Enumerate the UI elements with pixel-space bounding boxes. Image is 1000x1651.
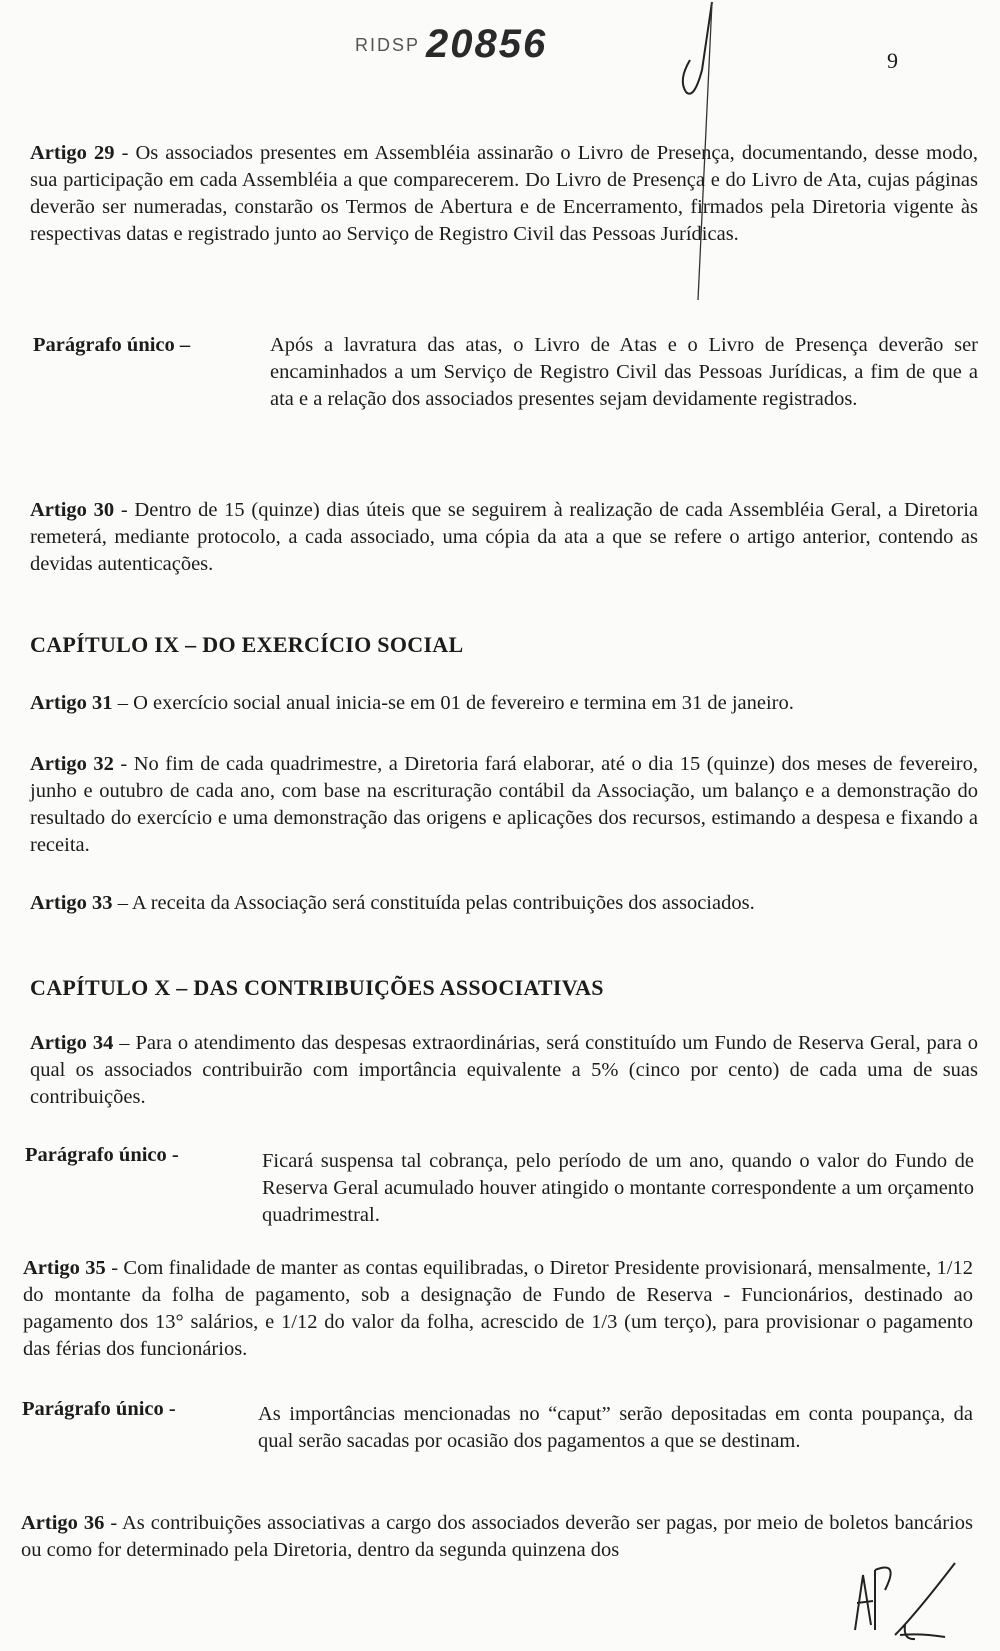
article-text: - Os associados presentes em Assembléia assinarão o Livro de Presença, documentando, desse modo, sua participação em cada Assembléia a que comparecerem. Do Livro de Presença e do Livro de Ata, cujas páginas deverão ser numeradas, constarão os Termos de Abertura e de Encerramento, firmados pela Diretoria vigente às respectivas datas e registrado junto ao Serviço de Registro Civil das Pessoas Jurídicas. (30, 142, 978, 245)
article-29 (30, 140, 978, 248)
article-text: – A receita da Associação será constituída pelas contribuições dos associados. (112, 892, 755, 914)
registry-stamp (355, 22, 547, 67)
article-36 (21, 1510, 973, 1564)
initials-signature (845, 1555, 965, 1645)
article-label: Artigo 35 (23, 1257, 106, 1279)
article-label: Artigo 31 (30, 692, 113, 714)
article-label: Artigo 30 (30, 499, 115, 521)
article-32 (30, 751, 978, 859)
page-number: 9 (887, 48, 898, 73)
article-label: Artigo 34 (30, 1032, 114, 1054)
chapter-heading: CAPÍTULO X – DAS CONTRIBUIÇÕES ASSOCIATIVAS (30, 975, 604, 1000)
paragraph-text: Ficará suspensa tal cobrança, pelo período de um ano, quando o valor do Fundo de Reserva Geral acumulado houver atingido o montante correspondente a um orçamento quadrimestral. (262, 1150, 974, 1226)
article-label: Artigo 33 (30, 892, 113, 914)
stamp-prefix: RIDSP (355, 35, 421, 55)
article-text: - Com finalidade de manter as contas equilibradas, o Diretor Presidente provisionará, mensalmente, 1/12 do montante da folha de pagamento, sob a designação de Fundo de Reserva - Funcionários, destinado ao pagamento dos 13° salários, e 1/12 do valor da folha, acrescido de 1/3 (um terço), para provisionar o pagamento das férias dos funcionários. (23, 1257, 973, 1360)
article-31 (30, 690, 978, 717)
paragraph-label: Parágrafo único – (33, 334, 191, 356)
article-text: – O exercício social anual inicia-se em 01 de fevereiro e termina em 31 de janeiro. (112, 692, 794, 714)
paragraph-text: As importâncias mencionadas no “caput” serão depositadas em conta poupança, da qual serão sacadas por ocasião dos pagamentos a que se destinam. (258, 1403, 973, 1452)
article-34 (30, 1030, 978, 1111)
article-text: - No fim de cada quadrimestre, a Diretoria fará elaborar, até o dia 15 (quinze) dos meses de fevereiro, junho e outubro de cada ano, com base na escrituração contábil da Associação, um balanço e a demonstração do resultado do exercício e uma demonstração das origens e aplicações dos recursos, estimando a despesa e fixando a receita. (30, 753, 978, 856)
article-text: - As contribuições associativas a cargo dos associados deverão ser pagas, por meio de boletos bancários ou como for determinado pela Diretoria, dentro da segunda quinzena dos (21, 1512, 973, 1561)
paragraph-text: Após a lavratura das atas, o Livro de Atas e o Livro de Presença deverão ser encaminhados a um Serviço de Registro Civil das Pessoas Jurídicas, a fim de que a ata e a relação dos associados presentes sejam devidamente registrados. (270, 334, 978, 410)
article-35 (23, 1255, 973, 1363)
paragraph-label: Parágrafo único - (25, 1144, 179, 1166)
article-label: Artigo 36 (21, 1512, 105, 1534)
chapter-heading: CAPÍTULO IX – DO EXERCÍCIO SOCIAL (30, 632, 464, 657)
article-label: Artigo 29 (30, 142, 115, 164)
stamp-number: 20856 (426, 22, 548, 66)
article-text: - Dentro de 15 (quinze) dias úteis que se seguirem à realização de cada Assembléia Geral, a Diretoria remeterá, mediante protocolo, a cada associado, uma cópia da ata a que se refere o artigo anterior, contendo as devidas autenticações. (30, 499, 978, 575)
paragraph-label: Parágrafo único - (22, 1398, 176, 1420)
article-text: – Para o atendimento das despesas extraordinárias, será constituído um Fundo de Reserva Geral, para o qual os associados contribuirão com importância equivalente a 5% (cinco por cento) de cada uma de suas contribuições. (30, 1032, 978, 1108)
article-30 (30, 497, 978, 578)
article-label: Artigo 32 (30, 753, 114, 775)
article-33 (30, 890, 978, 917)
